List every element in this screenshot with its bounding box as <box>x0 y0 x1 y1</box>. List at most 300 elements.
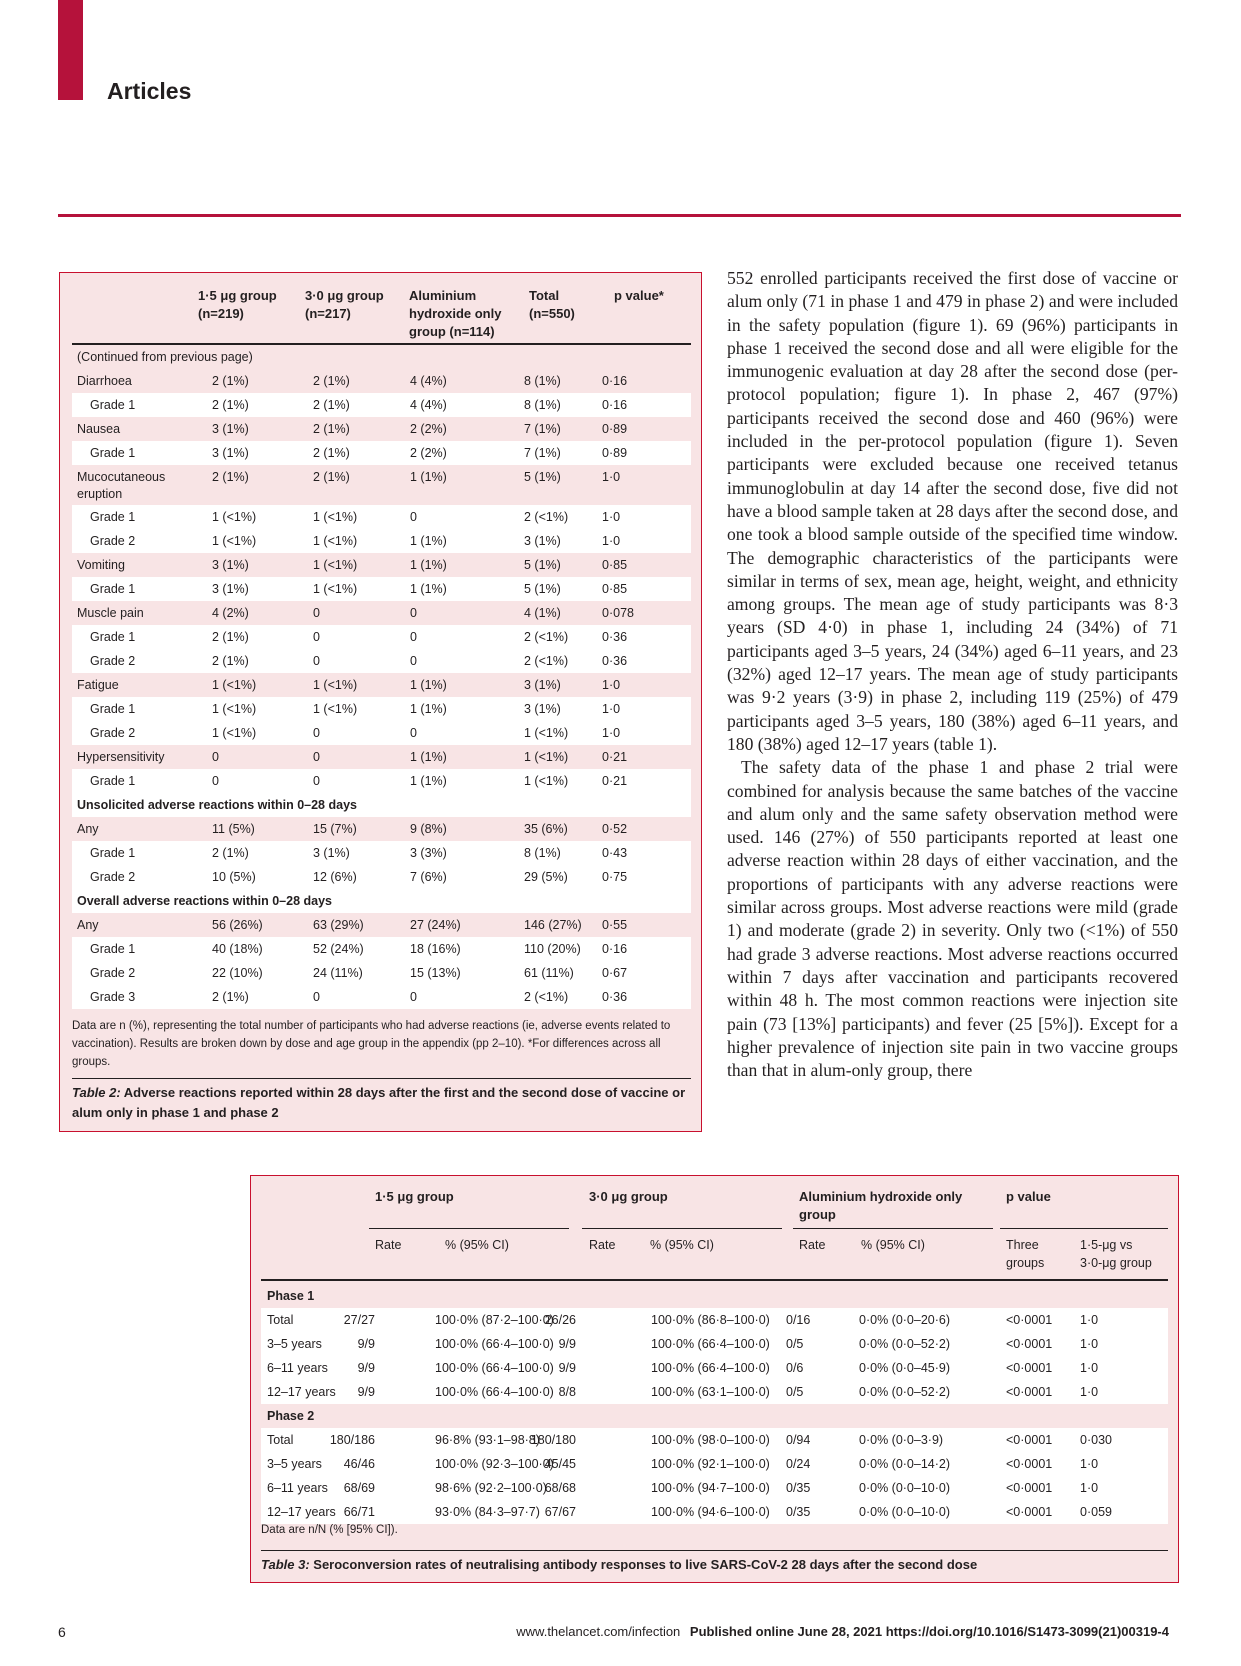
cell: 15 (7%) <box>313 822 357 836</box>
subheader-ci: % (95% CI) <box>445 1238 509 1252</box>
group-rule <box>1000 1228 1168 1229</box>
cell: 0/35 <box>786 1505 811 1519</box>
table-3-footnote: Data are n/N (% [95% CI]). <box>261 1524 398 1536</box>
cell: 0 <box>313 630 320 644</box>
cell: 1 (<1%) <box>212 534 257 548</box>
cell: 7 (1%) <box>524 446 561 460</box>
cell: 0 <box>313 750 320 764</box>
cell: 100·0% (86·8–100·0) <box>651 1313 770 1327</box>
table-row <box>72 961 691 985</box>
cell: 0·0% (0·0–52·2) <box>859 1337 951 1351</box>
published-date: Published online June 28, 2021 <box>689 1624 883 1639</box>
cell: 3 (1%) <box>212 558 249 572</box>
table-row <box>72 673 691 697</box>
cell: 1·0 <box>602 726 621 740</box>
cell: 100·0% (94·6–100·0) <box>651 1505 770 1519</box>
cell: <0·0001 <box>1006 1337 1053 1351</box>
row-label: Grade 2 <box>90 726 136 740</box>
cell: 2 (1%) <box>313 398 350 412</box>
table-3-caption: Table 3: Seroconversion rates of neutralising antibody responses to live SARS-CoV-2 28 days after the second dose <box>261 1557 978 1572</box>
table-row <box>72 625 691 649</box>
cell: 100·0% (94·7–100·0) <box>651 1481 770 1495</box>
cell: 2 (2%) <box>410 446 447 460</box>
table-3 <box>250 1175 1179 1583</box>
cell: 180/186 <box>329 1433 375 1447</box>
cell: 0·030 <box>1080 1433 1112 1447</box>
cell: 1 (1%) <box>410 750 447 764</box>
row-label: Grade 3 <box>90 990 136 1004</box>
table-2-body <box>72 345 691 1009</box>
cell: 4 (4%) <box>410 398 447 412</box>
cell: 1 (<1%) <box>313 582 358 596</box>
group-header-30ug: 3·0 μg group <box>589 1189 668 1204</box>
table-row <box>72 577 691 601</box>
row-label: 12–17 years <box>267 1385 336 1399</box>
cell: 52 (24%) <box>313 942 364 956</box>
cell: 1 (<1%) <box>212 510 257 524</box>
cell: 100·0% (66·4–100·0) <box>435 1361 554 1375</box>
row-label: Grade 2 <box>90 966 136 980</box>
cell: 2 (1%) <box>212 398 249 412</box>
cell: 1 (<1%) <box>524 774 569 788</box>
cell: 27/27 <box>343 1313 375 1327</box>
row-label: Vomiting <box>77 558 125 572</box>
table-3-body <box>261 1284 1168 1524</box>
row-label: Grade 2 <box>90 870 136 884</box>
cell: 15 (13%) <box>410 966 461 980</box>
cell: <0·0001 <box>1006 1433 1053 1447</box>
row-label: Mucocutaneous eruption <box>77 470 166 501</box>
cell: 66/71 <box>343 1505 375 1519</box>
cell: 0/24 <box>786 1457 811 1471</box>
cell: 1 (<1%) <box>313 510 358 524</box>
cell: 0 <box>410 510 417 524</box>
col-header-alum: Aluminium hydroxide only group (n=114) <box>409 288 502 339</box>
col-header-15ug: 1·5 μg group (n=219) <box>198 288 277 321</box>
cell: 0·0% (0·0–10·0) <box>859 1505 951 1519</box>
cell: 2 (1%) <box>212 630 249 644</box>
cell: 2 (2%) <box>410 422 447 436</box>
row-label: 3–5 years <box>267 1337 322 1351</box>
cell: 2 (1%) <box>212 990 249 1004</box>
cell: 2 (<1%) <box>524 630 569 644</box>
cell: 0/5 <box>786 1337 804 1351</box>
row-label: Grade 1 <box>90 774 136 788</box>
table-2-caption-rule <box>72 1078 691 1079</box>
cell: <0·0001 <box>1006 1361 1053 1375</box>
cell: 2 (1%) <box>313 446 350 460</box>
cell: <0·0001 <box>1006 1385 1053 1399</box>
group-header-15ug: 1·5 μg group <box>375 1189 454 1204</box>
cell: 0·0% (0·0–52·2) <box>859 1385 951 1399</box>
cell: 24 (11%) <box>313 966 363 980</box>
cell: 0·21 <box>602 774 628 788</box>
cell: 1·0 <box>1080 1385 1099 1399</box>
cell: 1 (1%) <box>410 582 447 596</box>
cell: 0 <box>410 630 417 644</box>
cell: 26/26 <box>544 1313 576 1327</box>
cell: 0·75 <box>602 870 628 884</box>
cell: 68/69 <box>343 1481 375 1495</box>
table-row <box>261 1476 1168 1500</box>
row-label: Grade 1 <box>90 702 136 716</box>
cell: 100·0% (98·0–100·0) <box>651 1433 770 1447</box>
page-number: 6 <box>58 1624 66 1640</box>
table-row <box>72 465 691 505</box>
group-header-pvalue: p value <box>1006 1189 1051 1204</box>
journal-accent-bar <box>58 0 83 100</box>
cell: 2 (1%) <box>212 470 249 484</box>
cell: 0·0% (0·0–14·2) <box>859 1457 951 1471</box>
cell: 56 (26%) <box>212 918 263 932</box>
table-row <box>72 721 691 745</box>
table-3-caption-rule <box>261 1550 1168 1551</box>
cell: 22 (10%) <box>212 966 263 980</box>
cell: 0·36 <box>602 990 628 1004</box>
subheader-ci: % (95% CI) <box>650 1238 714 1252</box>
doi-link[interactable]: https://doi.org/10.1016/S1473-3099(21)00319-4 <box>885 1624 1169 1639</box>
row-label: Fatigue <box>77 678 119 692</box>
cell: 4 (1%) <box>524 606 561 620</box>
cell: 1 (<1%) <box>212 702 257 716</box>
row-label: Phase 2 <box>267 1409 315 1423</box>
cell: 96·8% (93·1–98·8) <box>435 1433 540 1447</box>
cell: 63 (29%) <box>313 918 364 932</box>
subheader-pairwise: 1·5-μg vs 3·0-μg group <box>1080 1238 1152 1270</box>
row-label: Grade 1 <box>90 630 136 644</box>
cell: 68/68 <box>544 1481 576 1495</box>
row-label: Grade 1 <box>90 510 136 524</box>
table-row <box>72 697 691 721</box>
row-label: 6–11 years <box>267 1481 328 1495</box>
row-label: Total <box>267 1313 294 1327</box>
subheader-rate: Rate <box>375 1238 402 1252</box>
cell: 0 <box>313 990 320 1004</box>
table-2-caption: Table 2: Adverse reactions reported within 28 days after the first and the second dose of vaccine or alum only in phase 1 and phase 2 <box>72 1085 686 1120</box>
table-2-footnote: Data are n (%), representing the total number of participants who had adverse reactions (ie, adverse events related to vaccination). Results are broken down by dose and age group in the appendix (pp 2–10). *For differences across all groups. <box>72 1020 671 1068</box>
cell: 9/9 <box>357 1337 375 1351</box>
row-label: Grade 2 <box>90 534 136 548</box>
row-label: Overall adverse reactions within 0–28 days <box>77 894 332 908</box>
cell: 1·0 <box>602 678 621 692</box>
header-rule <box>58 214 1181 217</box>
cell: 100·0% (66·4–100·0) <box>435 1337 554 1351</box>
cell: 0/94 <box>786 1433 811 1447</box>
cell: 93·0% (84·3–97·7) <box>435 1505 540 1519</box>
cell: 0·52 <box>602 822 628 836</box>
cell: 5 (1%) <box>524 582 561 596</box>
subheader-rate: Rate <box>589 1238 616 1252</box>
cell: 0·16 <box>602 374 628 388</box>
row-label: Grade 1 <box>90 846 136 860</box>
cell: 3 (3%) <box>410 846 447 860</box>
footer-citation <box>516 1624 1169 1639</box>
col-header-pvalue: p value* <box>614 288 664 303</box>
cell: 11 (5%) <box>212 822 255 836</box>
cell: 2 (1%) <box>313 470 350 484</box>
cell: 8/8 <box>558 1385 576 1399</box>
table-row <box>72 393 691 417</box>
table-row <box>261 1500 1168 1524</box>
cell: <0·0001 <box>1006 1505 1053 1519</box>
subheader-three-groups: Three groups <box>1006 1238 1045 1270</box>
table-row <box>72 937 691 961</box>
cell: 10 (5%) <box>212 870 256 884</box>
row-label: Unsolicited adverse reactions within 0–28 days <box>77 798 357 812</box>
cell: 2 (1%) <box>313 422 350 436</box>
table-note-row <box>72 345 691 369</box>
cell: <0·0001 <box>1006 1457 1053 1471</box>
cell: 2 (<1%) <box>524 990 569 1004</box>
cell: 0·89 <box>602 422 628 436</box>
cell: 1 (1%) <box>410 470 447 484</box>
row-label: Grade 2 <box>90 654 136 668</box>
row-label: Diarrhoea <box>77 374 132 388</box>
table-row <box>72 529 691 553</box>
cell: 2 (<1%) <box>524 654 569 668</box>
subheader-rate: Rate <box>799 1238 826 1252</box>
section-title: Articles <box>107 78 192 104</box>
row-label: Nausea <box>77 422 121 436</box>
cell: 180/180 <box>530 1433 576 1447</box>
cell: 27 (24%) <box>410 918 461 932</box>
journal-url[interactable]: www.thelancet.com/infection <box>516 1624 681 1639</box>
table-row <box>261 1452 1168 1476</box>
cell: 8 (1%) <box>524 846 561 860</box>
cell: 3 (1%) <box>313 846 350 860</box>
cell: 0 <box>410 606 417 620</box>
table-row <box>261 1356 1168 1380</box>
table-row <box>72 745 691 769</box>
cell: 0/35 <box>786 1481 811 1495</box>
cell: 100·0% (63·1–100·0) <box>651 1385 770 1399</box>
cell: 100·0% (66·4–100·0) <box>435 1385 554 1399</box>
row-label: Grade 1 <box>90 446 136 460</box>
cell: 0 <box>313 654 320 668</box>
table-section-row <box>72 793 691 817</box>
cell: 1 (<1%) <box>524 750 569 764</box>
cell: 45/45 <box>544 1457 576 1471</box>
cell: 2 (1%) <box>212 654 249 668</box>
cell: 0·85 <box>602 582 628 596</box>
table-row <box>72 601 691 625</box>
cell: 3 (1%) <box>524 534 561 548</box>
row-label: Phase 1 <box>267 1289 315 1303</box>
cell: 0·0% (0·0–45·9) <box>859 1361 951 1375</box>
row-label: Grade 1 <box>90 582 136 596</box>
cell: 0·36 <box>602 630 628 644</box>
table-row <box>72 553 691 577</box>
cell: 9/9 <box>558 1337 576 1351</box>
cell: 3 (1%) <box>212 446 249 460</box>
cell: 0 <box>313 726 320 740</box>
row-label: Grade 1 <box>90 398 136 412</box>
table-2-header <box>72 279 691 337</box>
cell: 67/67 <box>544 1505 576 1519</box>
cell: 1·0 <box>1080 1361 1099 1375</box>
cell: 0·0% (0·0–3·9) <box>859 1433 944 1447</box>
cell: 46/46 <box>343 1457 375 1471</box>
cell: 0·0% (0·0–10·0) <box>859 1481 951 1495</box>
cell: 3 (1%) <box>524 678 561 692</box>
table-row <box>72 913 691 937</box>
cell: 0/5 <box>786 1385 804 1399</box>
row-label: 6–11 years <box>267 1361 328 1375</box>
cell: 2 (1%) <box>313 374 350 388</box>
cell: 1 (<1%) <box>313 558 358 572</box>
cell: 1 (<1%) <box>212 678 257 692</box>
cell: 9/9 <box>357 1385 375 1399</box>
table-section-row <box>261 1404 1168 1428</box>
cell: 2 (1%) <box>212 374 249 388</box>
table-row <box>261 1332 1168 1356</box>
paragraph-2: The safety data of the phase 1 and phase 2 trial were combined for analysis because the same batches of the vaccine and alum only and the same safety observation method were used. 146 (27%) of 550 participants reported at least one adverse reaction within 28 days of either vaccination, and the proportions of participants with any adverse reactions were similar across groups. Most adverse reactions were mild (grade 1) and moderate (grade 2) in severity. Only two (<1%) of 550 had grade 3 adverse reactions. Most adverse reactions occurred within 7 days after vaccination and participants recovered within 48 h. The most common reactions were injection site pain (73 [13%] participants) and fever (25 [5%]). Except for a higher prevalence of injection site pain in two vaccine groups than that in alum-only group, there <box>727 757 1178 1081</box>
cell: 35 (6%) <box>524 822 568 836</box>
cell: 100·0% (66·4–100·0) <box>651 1361 770 1375</box>
cell: 0/6 <box>786 1361 804 1375</box>
row-label: Hypersensitivity <box>77 750 165 764</box>
cell: 29 (5%) <box>524 870 568 884</box>
table-section-row <box>261 1284 1168 1308</box>
cell: 1·0 <box>602 702 621 716</box>
table-row <box>72 417 691 441</box>
cell: 61 (11%) <box>524 966 574 980</box>
cell: 0·89 <box>602 446 628 460</box>
cell: 0 <box>313 606 320 620</box>
cell: 1 (1%) <box>410 702 447 716</box>
cell: <0·0001 <box>1006 1313 1053 1327</box>
cell: 100·0% (66·4–100·0) <box>651 1337 770 1351</box>
cell: 0·0% (0·0–20·6) <box>859 1313 951 1327</box>
cell: 1·0 <box>602 470 621 484</box>
cell: 98·6% (92·2–100·0) <box>435 1481 547 1495</box>
cell: 9 (8%) <box>410 822 447 836</box>
row-label: (Continued from previous page) <box>77 350 253 364</box>
cell: 100·0% (87·2–100·0) <box>435 1313 554 1327</box>
cell: 1 (<1%) <box>313 534 358 548</box>
row-label: Grade 1 <box>90 942 136 956</box>
group-rule <box>793 1228 993 1229</box>
cell: 1 (<1%) <box>212 726 257 740</box>
cell: 9/9 <box>558 1361 576 1375</box>
row-label: Any <box>77 918 99 932</box>
cell: 100·0% (92·3–100·0) <box>435 1457 554 1471</box>
cell: 146 (27%) <box>524 918 582 932</box>
table-section-row <box>72 889 691 913</box>
cell: 3 (1%) <box>212 422 249 436</box>
row-label: Any <box>77 822 99 836</box>
cell: 2 (1%) <box>212 846 249 860</box>
cell: 0 <box>410 726 417 740</box>
cell: 3 (1%) <box>524 702 561 716</box>
cell: 1·0 <box>1080 1337 1099 1351</box>
cell: 0·67 <box>602 966 628 980</box>
cell: 0 <box>313 774 320 788</box>
cell: 0·16 <box>602 398 628 412</box>
cell: 0 <box>410 654 417 668</box>
subheader-ci: % (95% CI) <box>861 1238 925 1252</box>
table-row <box>72 985 691 1009</box>
table-2 <box>59 272 702 1132</box>
cell: 1·0 <box>1080 1457 1099 1471</box>
cell: 0·21 <box>602 750 628 764</box>
table-row <box>72 817 691 841</box>
cell: 0·36 <box>602 654 628 668</box>
table-row <box>72 505 691 529</box>
cell: 8 (1%) <box>524 398 561 412</box>
article-body <box>727 267 1178 1082</box>
cell: <0·0001 <box>1006 1481 1053 1495</box>
col-header-30ug: 3·0 μg group (n=217) <box>305 288 384 321</box>
cell: 5 (1%) <box>524 470 561 484</box>
cell: 0/16 <box>786 1313 811 1327</box>
cell: 100·0% (92·1–100·0) <box>651 1457 770 1471</box>
group-rule <box>369 1228 569 1229</box>
row-label: Total <box>267 1433 294 1447</box>
table-row <box>261 1308 1168 1332</box>
col-header-total: Total (n=550) <box>529 288 575 321</box>
cell: 0·16 <box>602 942 628 956</box>
cell: 1·0 <box>1080 1481 1099 1495</box>
paragraph-1: 552 enrolled participants received the first dose of vaccine or alum only (71 in phase 1 and 479 in phase 2) and were included in the safety population (figure 1). 69 (96%) participants in phase 1 received the second dose and all were eligible for the immunogenic evaluation at day 28 after the second dose (per-protocol population; figure 1). In phase 2, 467 (97%) participants received the second dose and 460 (96%) were included in the per-protocol population (figure 1). Seven participants were excluded because one received tetanus immunoglobulin at day 14 after the second dose, five did not have a blood sample taken at 28 days after the second dose, and one took a blood sample outside of the specified time window. The demographic characteristics of the participants were similar in terms of sex, mean age, height, weight, and ethnicity among groups. The mean age of study participants was 8·3 years (SD 4·0) in phase 1, including 24 (34%) of 71 participants aged 3–5 years, 24 (34%) aged 6–11 years, and 23 (32%) aged 12–17 years. The mean age of study participants was 9·2 years (3·9) in phase 2, including 119 (25%) of 479 participants aged 3–5 years, 180 (38%) aged 6–11 years, and 180 (38%) aged 12–17 years (table 1). <box>727 268 1178 754</box>
table-row <box>72 865 691 889</box>
row-label: 3–5 years <box>267 1457 322 1471</box>
cell: 0·85 <box>602 558 628 572</box>
table-3-header-rule <box>261 1279 1168 1281</box>
cell: 18 (16%) <box>410 942 461 956</box>
cell: 4 (2%) <box>212 606 249 620</box>
cell: 4 (4%) <box>410 374 447 388</box>
cell: 1·0 <box>602 510 621 524</box>
cell: 5 (1%) <box>524 558 561 572</box>
table-row <box>72 441 691 465</box>
table-row <box>261 1380 1168 1404</box>
cell: 1 (1%) <box>410 774 447 788</box>
cell: 0·059 <box>1080 1505 1112 1519</box>
cell: 1·0 <box>1080 1313 1099 1327</box>
cell: 1 (1%) <box>410 534 447 548</box>
cell: 7 (6%) <box>410 870 447 884</box>
row-label: Muscle pain <box>77 606 144 620</box>
cell: 1 (1%) <box>410 678 447 692</box>
cell: 0 <box>410 990 417 1004</box>
cell: 3 (1%) <box>212 582 249 596</box>
cell: 8 (1%) <box>524 374 561 388</box>
cell: 2 (<1%) <box>524 510 569 524</box>
table-row <box>72 841 691 865</box>
cell: 7 (1%) <box>524 422 561 436</box>
table-row <box>72 769 691 793</box>
group-header-alum: Aluminium hydroxide only group <box>799 1189 963 1222</box>
cell: 1 (1%) <box>410 558 447 572</box>
cell: 1 (<1%) <box>313 702 358 716</box>
cell: 0 <box>212 774 219 788</box>
cell: 0·078 <box>602 606 634 620</box>
cell: 110 (20%) <box>524 942 581 956</box>
table-row <box>72 649 691 673</box>
table-row <box>72 369 691 393</box>
row-label: 12–17 years <box>267 1505 336 1519</box>
cell: 9/9 <box>357 1361 375 1375</box>
group-rule <box>582 1228 782 1229</box>
table-row <box>261 1428 1168 1452</box>
cell: 0·55 <box>602 918 628 932</box>
cell: 0 <box>212 750 219 764</box>
cell: 0·43 <box>602 846 628 860</box>
cell: 12 (6%) <box>313 870 357 884</box>
cell: 1 (<1%) <box>524 726 569 740</box>
cell: 40 (18%) <box>212 942 263 956</box>
